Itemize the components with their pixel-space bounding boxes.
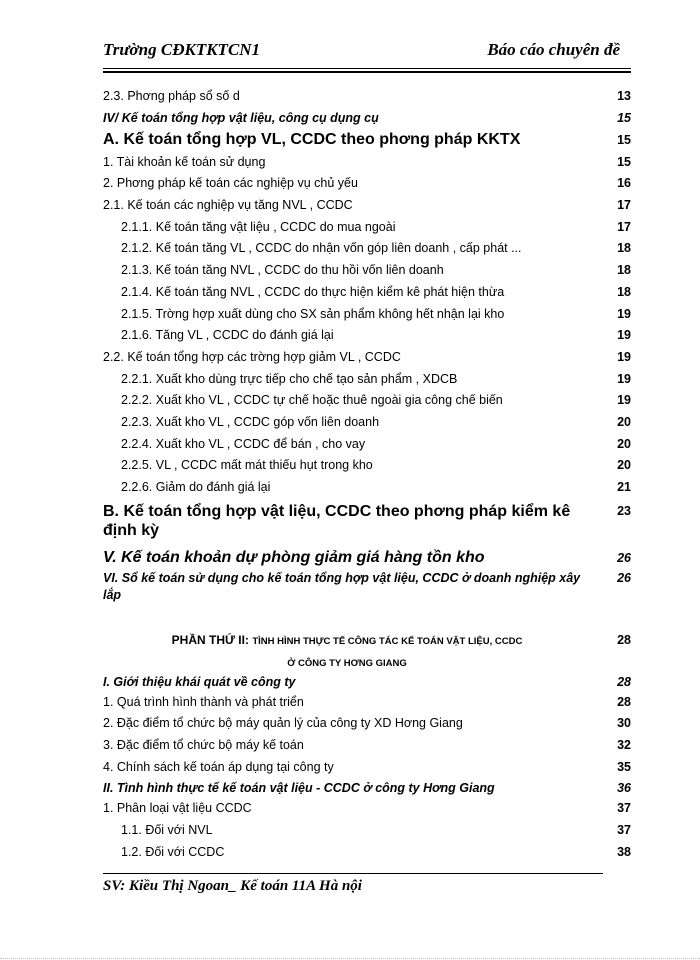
- toc-entry[interactable]: 2.1.5. Trờng hợp xuất dùng cho SX sản phẩm không hết nhận lại kho 19: [103, 304, 631, 326]
- toc-heading[interactable]: II. Tình hình thực tế kế toán vật liệu - CCDC ở công ty Hơng Giang 36: [103, 778, 631, 798]
- page-number: 15: [617, 110, 631, 125]
- toc-heading[interactable]: A. Kế toán tổng hợp VL, CCDC theo phơng pháp KKTX 15: [103, 128, 631, 152]
- page-number: 13: [617, 89, 631, 103]
- toc-entry[interactable]: 2.2.2. Xuất kho VL , CCDC tự chế hoặc thuê ngoài gia công chế biến 19: [103, 390, 631, 412]
- page-number: 28: [617, 632, 631, 647]
- page-number: 28: [617, 674, 631, 689]
- page-number: 18: [617, 284, 631, 299]
- toc-entry[interactable]: 2.2.3. Xuất kho VL , CCDC góp vốn liên doanh 20: [103, 412, 631, 434]
- toc-entry[interactable]: 2. Phơng pháp kế toán các nghiệp vụ chủ yếu 16: [103, 173, 631, 195]
- page-number: 19: [617, 328, 631, 343]
- toc-entry[interactable]: 2.2.5. VL , CCDC mất mát thiếu hụt trong kho 20: [103, 455, 631, 477]
- page-number: 20: [617, 414, 631, 429]
- page-number: 17: [617, 219, 631, 234]
- part-subtitle: Ở CÔNG TY HƠNG GIANG: [287, 657, 407, 669]
- header-report-title: Báo cáo chuyên đề: [487, 40, 620, 59]
- toc-heading[interactable]: VI. Sổ kế toán sử dụng cho kế toán tổng hợp vật liệu, CCDC ở doanh nghiệp xây lắp 26: [103, 570, 631, 602]
- page-number: 37: [617, 801, 631, 816]
- toc-entry[interactable]: 1. Tài khoản kế toán sử dụng 15: [103, 152, 631, 174]
- page-number: 19: [617, 393, 631, 408]
- toc-entry[interactable]: 2.1.3. Kế toán tăng NVL , CCDC do thu hồi vốn liên doanh 18: [103, 260, 631, 282]
- page-number: 15: [617, 132, 631, 147]
- page-number: 21: [617, 480, 631, 494]
- toc-entry[interactable]: 2.1.2. Kế toán tăng VL , CCDC do nhận vốn góp liên doanh , cấp phát ... 18: [103, 238, 631, 260]
- page-number: 16: [617, 176, 631, 191]
- page-number: 36: [617, 781, 631, 796]
- page-number: 17: [617, 198, 631, 213]
- page-number: 20: [617, 436, 631, 451]
- page-number: 26: [617, 550, 631, 565]
- toc-entry[interactable]: 2.2.6. Giảm do đánh giá lại 21: [103, 477, 631, 499]
- page-bottom-dotted-line: [0, 958, 700, 959]
- page-number: 23: [617, 503, 631, 518]
- table-of-contents: [103, 86, 631, 864]
- toc-entry[interactable]: 2.1.6. Tăng VL , CCDC do đánh giá lại 19: [103, 325, 631, 347]
- toc-heading[interactable]: B. Kế toán tổng hợp vật liệu, CCDC theo phơng pháp kiểm kê định kỳ 23: [103, 502, 631, 539]
- page-number: 35: [617, 759, 631, 774]
- page-number: 18: [617, 241, 631, 256]
- spacer: [103, 608, 631, 630]
- page-number: 26: [617, 570, 631, 585]
- page-number: 19: [617, 306, 631, 321]
- page-number: 18: [617, 263, 631, 278]
- footer-student: SV: Kiều Thị Ngoan_ Kế toán 11A Hà nội: [103, 878, 362, 894]
- page-number: 20: [617, 458, 631, 473]
- page-number: 28: [617, 694, 631, 709]
- toc-entry[interactable]: 2.2.1. Xuất kho dùng trực tiếp cho chế tạo sản phẩm , XDCB 19: [103, 369, 631, 391]
- header-rule: [103, 68, 631, 69]
- page-number: 19: [617, 349, 631, 364]
- toc-entry[interactable]: 4. Chính sách kế toán áp dụng tại công ty 35: [103, 757, 631, 779]
- part-label: PHẦN THỨ II:: [171, 632, 249, 647]
- toc-entry[interactable]: 1.1. Đối với NVL 37: [103, 820, 631, 842]
- header-rule-thick: [103, 71, 631, 73]
- toc-entry[interactable]: 2.1. Kế toán các nghiệp vụ tăng NVL , CCDC 17: [103, 195, 631, 217]
- toc-entry[interactable]: 2.2. Kế toán tổng hợp các trờng hợp giảm VL , CCDC 19: [103, 347, 631, 369]
- toc-entry[interactable]: 3. Đặc điểm tổ chức bộ máy kế toán 32: [103, 735, 631, 757]
- toc-entry[interactable]: 2.3. Phơng pháp sổ số d 13: [103, 86, 631, 108]
- toc-heading[interactable]: V. Kế toán khoản dự phòng giảm giá hàng tồn kho 26: [103, 546, 631, 570]
- toc-entry[interactable]: 1.2. Đối với CCDC 38: [103, 842, 631, 864]
- toc-part-heading[interactable]: [103, 630, 631, 672]
- footer-rule: [103, 873, 603, 874]
- toc-heading[interactable]: I. Giới thiệu khái quát về công ty 28: [103, 672, 631, 692]
- toc-heading[interactable]: IV/ Kế toán tổng hợp vật liệu, công cụ dụng cụ 15: [103, 108, 631, 128]
- page-number: 19: [617, 371, 631, 386]
- toc-entry[interactable]: 1. Phân loại vật liệu CCDC 37: [103, 798, 631, 820]
- toc-entry[interactable]: 2.1.1. Kế toán tăng vật liệu , CCDC do mua ngoài 17: [103, 217, 631, 239]
- page-number: 30: [617, 716, 631, 731]
- toc-entry[interactable]: 2. Đặc điểm tổ chức bộ máy quản lý của công ty XD Hơng Giang 30: [103, 713, 631, 735]
- toc-entry[interactable]: 2.1.4. Kế toán tăng NVL , CCDC do thực hiện kiểm kê phát hiện thừa 18: [103, 282, 631, 304]
- part-title: TÌNH HÌNH THỰC TẾ CÔNG TÁC KẾ TOÁN VẬT LIỆU, CCDC: [252, 635, 523, 647]
- header-school: Trường CĐKTKTCN1: [103, 40, 261, 59]
- page-number: 15: [617, 154, 631, 169]
- page-number: 38: [617, 844, 631, 859]
- page-number: 37: [617, 823, 631, 838]
- toc-entry[interactable]: 2.2.4. Xuất kho VL , CCDC để bán , cho vay 20: [103, 434, 631, 456]
- page-number: 32: [617, 738, 631, 753]
- toc-entry[interactable]: 1. Quá trình hình thành và phát triển 28: [103, 692, 631, 714]
